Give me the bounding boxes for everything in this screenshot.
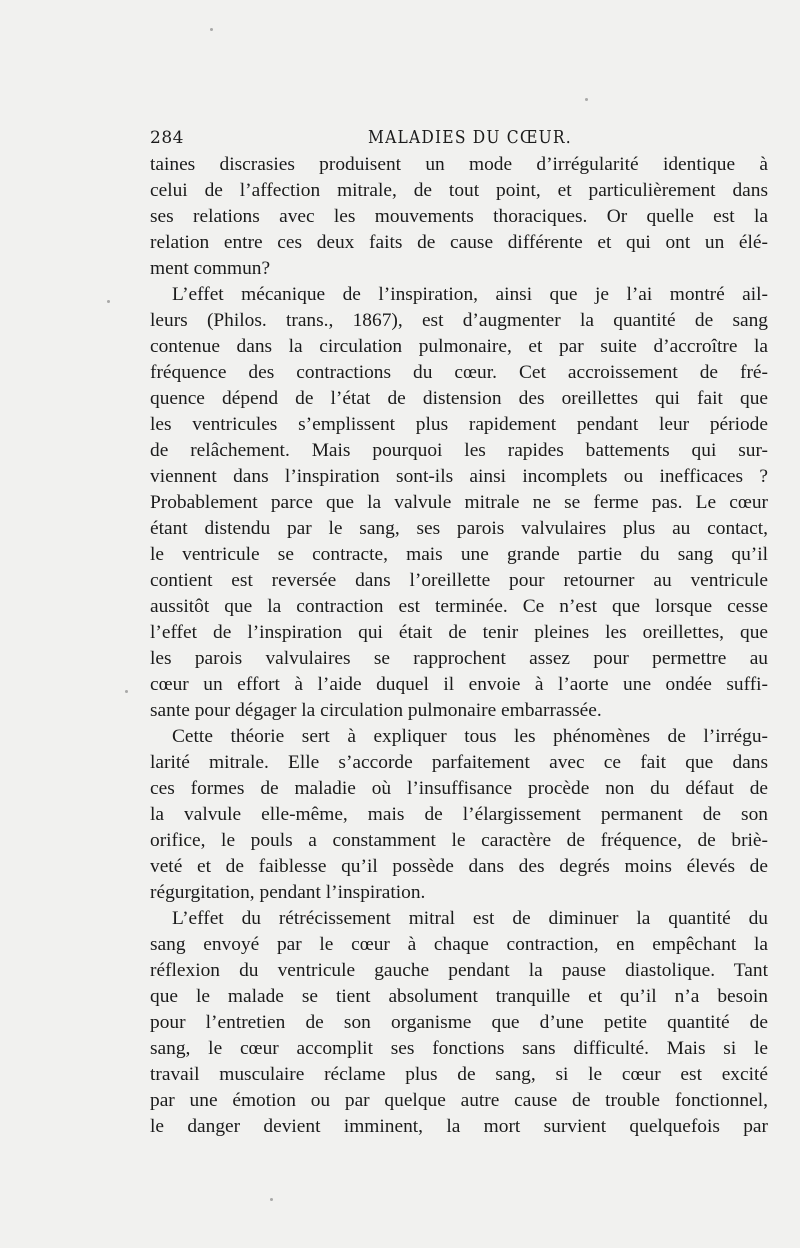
page-number: 284 — [150, 128, 184, 148]
text-line: régurgitation, pendant l’inspiration. — [150, 882, 426, 903]
paper-speck — [210, 28, 213, 31]
paper-speck — [125, 690, 128, 693]
running-title: MALADIES DU CŒUR. — [368, 126, 572, 148]
text-line: le ventricule se contracte, mais une grande partie du sang qu’il — [150, 544, 768, 565]
text-line: leurs (Philos. trans., 1867), est d’augmenter la quantité de sang — [150, 310, 768, 331]
text-line: Probablement parce que la valvule mitrale ne se ferme pas. Le cœur — [150, 492, 768, 513]
text-line: contient est reversée dans l’oreillette pour retourner au ventricule — [150, 570, 768, 591]
text-line: aussitôt que la contraction est terminée. Ce n’est que lorsque cesse — [150, 596, 768, 617]
text-line: ses relations avec les mouvements thoraciques. Or quelle est la — [150, 206, 768, 227]
text-line: fréquence des contractions du cœur. Cet accroissement de fré- — [150, 362, 768, 383]
text-line: sang envoyé par le cœur à chaque contraction, en empêchant la — [150, 934, 768, 955]
text-line: viennent dans l’inspiration sont-ils ainsi incomplets ou inefficaces ? — [150, 466, 768, 487]
text-line: le danger devient imminent, la mort survient quelquefois par — [150, 1116, 768, 1137]
text-line: travail musculaire réclame plus de sang, si le cœur est excité — [150, 1064, 768, 1085]
text-line: de relâchement. Mais pourquoi les rapides battements qui sur- — [150, 440, 768, 461]
body-text — [150, 152, 768, 1140]
text-line: quence dépend de l’état de distension des oreillettes qui fait que — [150, 388, 768, 409]
text-line: cœur un effort à l’aide duquel il envoie à l’aorte une ondée suffi- — [150, 674, 768, 695]
text-line: relation entre ces deux faits de cause différente et qui ont un élé- — [150, 232, 768, 253]
running-head — [150, 124, 768, 154]
text-line: par une émotion ou par quelque autre cause de trouble fonctionnel, — [150, 1090, 768, 1111]
text-line: réflexion du ventricule gauche pendant la pause diastolique. Tant — [150, 960, 768, 981]
text-line: larité mitrale. Elle s’accorde parfaitement avec ce fait que dans — [150, 752, 768, 773]
text-line: les parois valvulaires se rapprochent assez pour permettre au — [150, 648, 768, 669]
text-line: L’effet du rétrécissement mitral est de diminuer la quantité du — [172, 908, 768, 929]
text-line: l’effet de l’inspiration qui était de tenir pleines les oreillettes, que — [150, 622, 768, 643]
text-line: celui de l’affection mitrale, de tout point, et particulièrement dans — [150, 180, 768, 201]
paper-speck — [107, 300, 110, 303]
text-line: L’effet mécanique de l’inspiration, ainsi que je l’ai montré ail- — [172, 284, 768, 305]
text-line: étant distendu par le sang, ses parois valvulaires plus au contact, — [150, 518, 768, 539]
text-line: taines discrasies produisent un mode d’irrégularité identique à — [150, 154, 768, 175]
text-line: ment commun? — [150, 258, 271, 279]
text-line: orifice, le pouls a constamment le caractère de fréquence, de briè- — [150, 830, 768, 851]
text-line: pour l’entretien de son organisme que d’une petite quantité de — [150, 1012, 768, 1033]
text-line: contenue dans la circulation pulmonaire, et par suite d’accroître la — [150, 336, 768, 357]
text-line: sante pour dégager la circulation pulmonaire embarrassée. — [150, 700, 602, 721]
text-line: sang, le cœur accomplit ses fonctions sans difficulté. Mais si le — [150, 1038, 768, 1059]
text-line: veté et de faiblesse qu’il possède dans des degrés moins élevés de — [150, 856, 768, 877]
text-line: Cette théorie sert à expliquer tous les phénomènes de l’irrégu- — [172, 726, 768, 747]
text-line: la valvule elle-même, mais de l’élargissement permanent de son — [150, 804, 768, 825]
paper-speck — [270, 1198, 273, 1201]
text-line: ces formes de maladie où l’insuffisance procède non du défaut de — [150, 778, 768, 799]
paper-speck — [585, 98, 588, 101]
text-line: que le malade se tient absolument tranquille et qu’il n’a besoin — [150, 986, 768, 1007]
text-line: les ventricules s’emplissent plus rapidement pendant leur période — [150, 414, 768, 435]
